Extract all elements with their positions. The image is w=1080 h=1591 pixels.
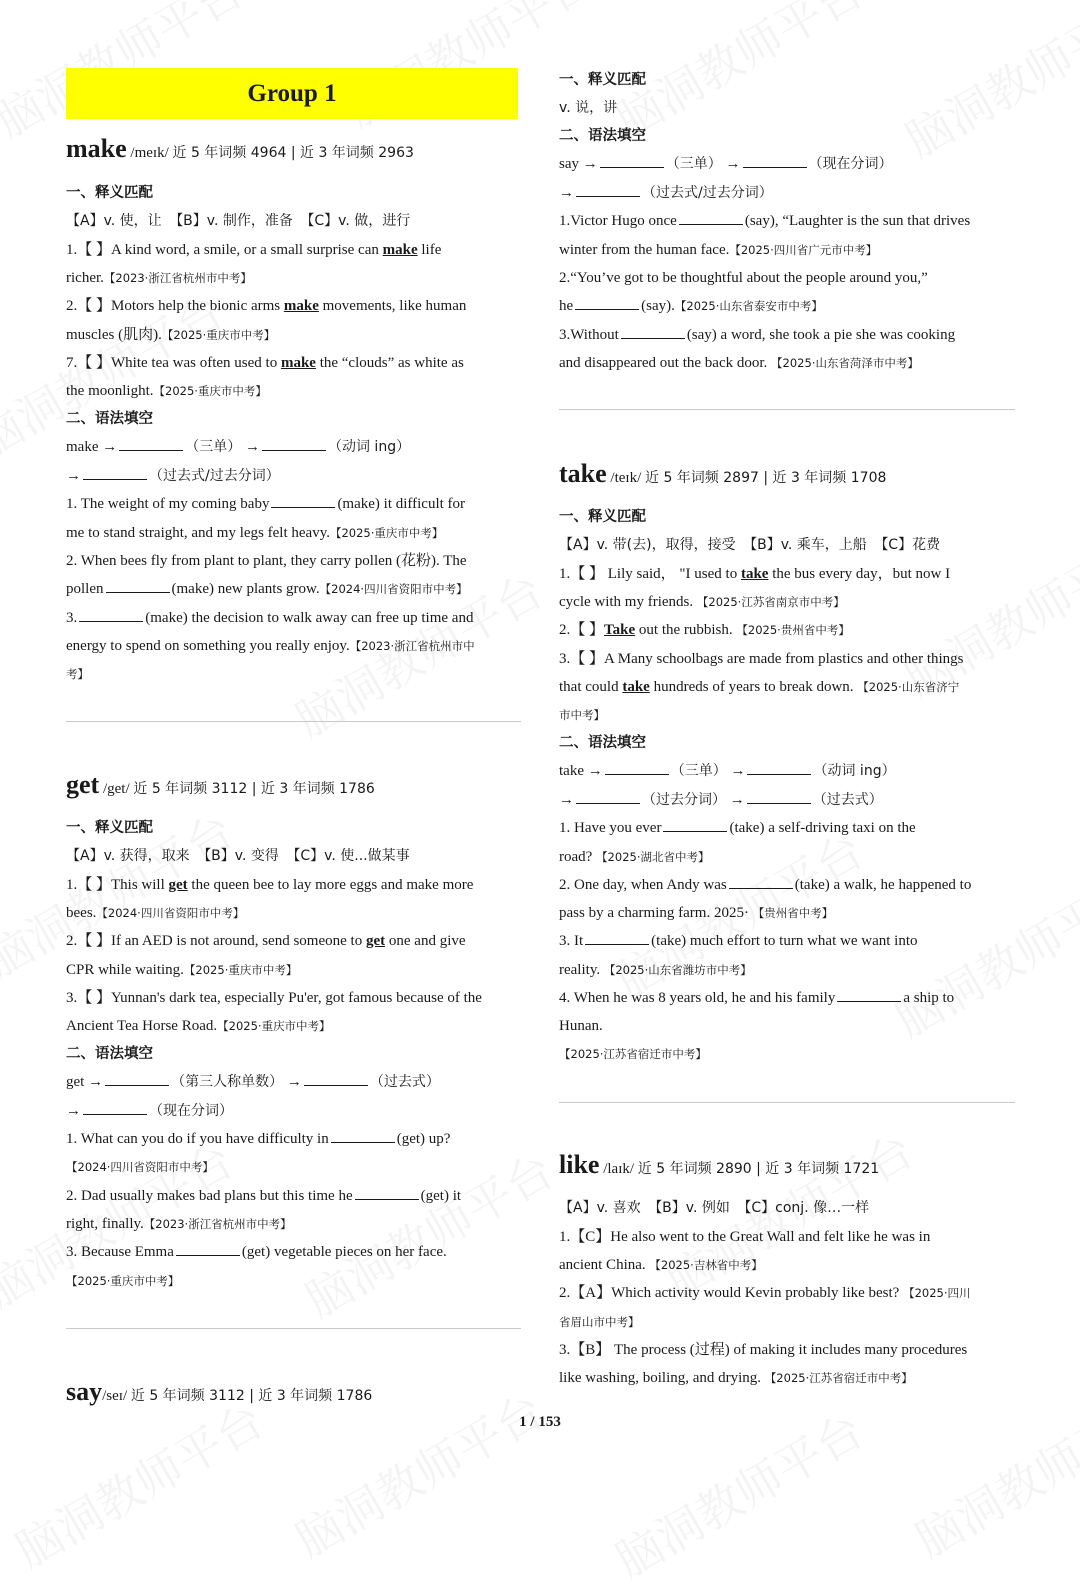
phonetic: /meɪk/	[130, 145, 169, 161]
meaning-options	[66, 212, 410, 230]
fill-question	[559, 819, 916, 837]
blank	[271, 495, 335, 508]
question-text: 3. It	[559, 933, 584, 949]
question-text: ancient China.	[559, 1257, 646, 1273]
keyword: take	[740, 566, 769, 582]
blank	[83, 1102, 147, 1115]
form-label: （三单）	[665, 156, 722, 172]
section-heading: 一、释义匹配	[559, 509, 646, 525]
question-text: reality.	[559, 962, 601, 978]
form-label: （三单）	[670, 763, 727, 779]
source-tag: 【2025·江苏省宿迁市中考】	[559, 1047, 707, 1061]
fill-question	[66, 609, 473, 627]
question-text: richer.	[66, 270, 104, 286]
source-tag: 【2025·四川省广元市中考】	[729, 243, 878, 257]
form-label: （过去式）	[812, 792, 883, 808]
question-text: the bus every day，but now I	[772, 566, 951, 582]
arrow: →	[66, 1103, 81, 1119]
option-a: 【A】v. 使，让	[66, 213, 162, 229]
keyword: get	[365, 933, 386, 949]
fill-question	[559, 212, 970, 230]
blank	[176, 1243, 240, 1256]
source-tag: 【2024·四川省资阳市中考】	[319, 582, 468, 596]
option-b: 【B】v. 变得	[197, 848, 279, 864]
question-text: like washing, boiling, and drying.	[559, 1370, 762, 1386]
question-text: (say) a word, she took a pie she was cooking	[686, 327, 956, 343]
section-heading: 二、语法填空	[559, 735, 646, 751]
blank	[355, 1187, 419, 1200]
headword: like	[559, 1150, 600, 1179]
question-text: 2.【 】	[559, 622, 605, 638]
question-text: (take) a walk, he happened to	[794, 877, 972, 893]
question-cont	[66, 269, 252, 287]
blank	[79, 609, 143, 622]
question: 3.【 】Yunnan's dark tea, especially Pu'er, got famous because of the	[66, 990, 482, 1006]
question-text: the queen bee to lay more eggs and make more	[191, 877, 474, 893]
question-text: 1.【 】A kind word, a smile, or a small surprise can	[66, 242, 379, 258]
fill-question-cont	[559, 848, 709, 866]
question	[559, 565, 950, 583]
blank	[729, 876, 793, 889]
fill-question-cont	[559, 354, 919, 372]
source-tag: 【2025·重庆市中考】	[329, 526, 444, 540]
grammar-forms	[66, 1073, 440, 1091]
question-text: (say).	[641, 298, 675, 314]
word-header-get	[66, 770, 375, 799]
source-tag: 【2025·四川	[903, 1286, 971, 1300]
section-heading: 二、语法填空	[66, 1046, 153, 1062]
grammar-forms	[66, 1102, 233, 1120]
question-text: muscles (肌肉).	[66, 327, 162, 343]
source-tag: 考】	[66, 667, 89, 681]
question-text: (get) up?	[396, 1131, 451, 1147]
fill-question	[66, 1187, 461, 1205]
question-text: (say), “Laughter is the sun that drives	[744, 213, 971, 229]
source-tag: 【2025·重庆市中考】	[66, 1274, 180, 1288]
question	[66, 354, 464, 372]
question-text: energy to spend on something you really enjoy.	[66, 638, 350, 654]
blank	[837, 989, 901, 1002]
blank	[585, 932, 649, 945]
question-text: 2. One day, when Andy was	[559, 877, 727, 893]
headword: take	[559, 459, 607, 488]
option-a: 【A】v. 带(去)，取得，接受	[559, 537, 736, 553]
divider	[559, 409, 1015, 410]
question-text: the “clouds” as white as	[319, 355, 464, 371]
question: 3.【 】A Many schoolbags are made from plastics and other things	[559, 651, 964, 667]
divider	[66, 1328, 521, 1329]
base-form: make →	[66, 439, 118, 455]
base-form: take →	[559, 763, 603, 779]
fill-question-cont	[559, 904, 833, 922]
frequency: 近 5 年词频 2897 | 近 3 年词频 1708	[645, 470, 887, 486]
meaning-options	[66, 847, 410, 865]
question-text: a ship to	[903, 990, 955, 1006]
question-text: that could	[559, 679, 619, 695]
blank	[600, 155, 664, 168]
blank	[663, 819, 727, 832]
section-heading: 二、语法填空	[66, 411, 153, 427]
source-tag: 【2025·山东省菏泽市中考】	[771, 356, 919, 370]
source-tag: 【2025·江苏省南京市中考】	[696, 595, 845, 609]
source-tag: 省眉山市中考】	[559, 1315, 640, 1329]
base-form: get →	[66, 1074, 104, 1090]
meaning-options	[559, 536, 940, 554]
question-text: cycle with my friends.	[559, 594, 694, 610]
fill-question-cont	[559, 297, 823, 315]
blank	[575, 297, 639, 310]
question-text: he	[559, 298, 574, 314]
question	[66, 241, 441, 259]
question-text: 2. Dad usually makes bad plans but this time he	[66, 1188, 353, 1204]
section-heading: 一、释义匹配	[66, 820, 153, 836]
section-heading: 一、释义匹配	[66, 185, 153, 201]
question-text: CPR while waiting.	[66, 962, 184, 978]
arrow: →	[559, 792, 574, 808]
form-label: （第三人称单数）	[171, 1074, 284, 1090]
group-title: Group 1	[66, 68, 518, 119]
meaning: v. 说，讲	[559, 100, 618, 116]
blank	[621, 326, 685, 339]
blank	[331, 1130, 395, 1143]
headword: make	[66, 134, 127, 163]
headword: say	[66, 1377, 103, 1406]
question-cont	[66, 1017, 331, 1035]
question-text: 1.Victor Hugo once	[559, 213, 677, 229]
watermark	[292, 1135, 564, 1330]
question-text: 1. What can you do if you have difficulty in	[66, 1131, 329, 1147]
source-tag: 【2025·重庆市中考】	[153, 384, 267, 398]
question-text: out the rubbish.	[638, 622, 733, 638]
question-text: 1.【 】 Lily said， "I used to	[559, 566, 738, 582]
grammar-forms	[66, 438, 410, 456]
question-cont	[66, 961, 297, 979]
blank	[605, 762, 669, 775]
source-tag: 【2025·重庆市中考】	[183, 963, 298, 977]
question-cont	[66, 382, 267, 400]
question-text: one and give	[388, 933, 466, 949]
question-cont	[559, 593, 845, 611]
arrow: →	[559, 185, 574, 201]
question-text: 3.	[66, 610, 78, 626]
word-header-like	[559, 1150, 880, 1179]
fill-question-cont	[66, 524, 443, 542]
word-header-say	[66, 1377, 373, 1406]
question-text: 7.【 】White tea was often used to	[66, 355, 278, 371]
question-text: and disappeared out the back door.	[559, 355, 768, 371]
option-c: 【C】v. 做，进行	[300, 213, 411, 229]
form-label: （动词 ing）	[813, 763, 896, 779]
question-text: (make) the decision to walk away can free up time and	[145, 610, 474, 626]
fill-question-cont	[66, 637, 475, 655]
form-label: （过去式/过去分词）	[149, 468, 280, 484]
divider	[66, 721, 521, 722]
question-text: 2.【 】If an AED is not around, send someone to	[66, 933, 363, 949]
question-text: pass by a charming farm. 2025·	[559, 905, 749, 921]
question-text: Ancient Tea Horse Road.	[66, 1018, 218, 1034]
fill-question	[559, 932, 917, 950]
source-tag: 【2024·四川省资阳市中考】	[96, 906, 245, 920]
blank	[576, 184, 640, 197]
phonetic: /get/	[102, 781, 130, 797]
question-text: bees.	[66, 905, 97, 921]
phonetic: /seɪ/	[102, 1388, 128, 1404]
keyword: get	[168, 877, 188, 893]
option-c: 【C】v. 使...做某事	[286, 848, 410, 864]
fill-question-cont	[559, 241, 877, 259]
watermark	[892, 0, 1080, 171]
question-text: life	[421, 242, 442, 258]
question-text: winter from the human face.	[559, 242, 730, 258]
source-tag: 【2023·浙江省杭州市中	[349, 639, 475, 653]
question-cont	[66, 904, 244, 922]
arrow: →	[244, 439, 260, 455]
headword: get	[66, 770, 100, 799]
section-heading: 一、释义匹配	[559, 72, 646, 88]
blank	[679, 212, 743, 225]
question-text: right, finally.	[66, 1216, 144, 1232]
question-cont	[559, 1369, 913, 1387]
keyword: take	[622, 679, 650, 695]
question-text: (get) it	[420, 1188, 462, 1204]
form-label: （三单）	[185, 439, 242, 455]
source-tag: 【2024·四川省资阳市中考】	[66, 1160, 214, 1174]
source-tag: 【2023·浙江省杭州市中考】	[143, 1217, 292, 1231]
fill-question-cont: Hunan.	[559, 1018, 603, 1034]
blank	[106, 580, 170, 593]
option-c: 【C】花费	[874, 537, 941, 553]
keyword: Take	[604, 622, 636, 638]
option-a: 【A】v. 获得，取来	[66, 848, 190, 864]
question-text: 3. Because Emma	[66, 1244, 174, 1260]
grammar-forms	[559, 184, 773, 202]
source-tag: 【2025·重庆市中考】	[217, 1019, 331, 1033]
keyword: make	[283, 298, 319, 314]
question-text: 1. The weight of my coming baby	[66, 496, 270, 512]
section-heading: 二、语法填空	[559, 128, 646, 144]
question-text: (make) it difficult for	[337, 496, 466, 512]
question-text: (get) vegetable pieces on her face.	[241, 1244, 447, 1260]
source-tag: 【2025·山东省济宁	[857, 680, 960, 694]
blank	[743, 155, 807, 168]
question-text: the moonlight.	[66, 383, 154, 399]
divider	[559, 1102, 1015, 1103]
option-b: 【B】v. 乘车，上船	[743, 537, 867, 553]
blank	[262, 438, 326, 451]
question	[559, 621, 850, 639]
frequency: 近 5 年词频 2890 | 近 3 年词频 1721	[637, 1161, 880, 1177]
option-a: 【A】v. 喜欢	[559, 1200, 641, 1216]
blank	[576, 791, 640, 804]
source-tag: 市中考】	[559, 708, 605, 722]
source-tag: 【2025·湖北省中考】	[596, 850, 710, 864]
question-text: pollen	[66, 581, 104, 597]
fill-question	[559, 876, 971, 894]
option-b: 【B】v. 例如	[648, 1200, 730, 1216]
grammar-forms	[559, 791, 883, 809]
fill-question-cont	[559, 961, 752, 979]
question-text: (take) much effort to turn what we want into	[651, 933, 918, 949]
fill-question: 2. When bees fly from plant to plant, they carry pollen (花粉). The	[66, 553, 467, 569]
source-tag: 【2023·浙江省杭州市中考】	[103, 271, 252, 285]
arrow: →	[730, 763, 746, 779]
question-text: road?	[559, 849, 593, 865]
form-label: （现在分词）	[808, 156, 893, 172]
fill-question: 2.“You’ve got to be thoughtful about the people around you,”	[559, 270, 928, 286]
fill-question-cont	[66, 580, 468, 598]
frequency: 近 5 年词频 4964 | 近 3 年词频 2963	[172, 145, 414, 161]
question	[559, 1284, 971, 1302]
fill-question	[559, 989, 954, 1007]
question	[66, 297, 466, 315]
question-text: (make) new plants grow.	[171, 581, 320, 597]
question-cont	[559, 678, 959, 696]
frequency: 近 5 年词频 3112 | 近 3 年词频 1786	[133, 781, 375, 797]
grammar-forms	[559, 155, 893, 173]
page-number: 1 / 153	[519, 1414, 561, 1430]
question-text: movements, like human	[322, 298, 467, 314]
form-label: （现在分词）	[149, 1103, 233, 1119]
form-label: （过去式）	[369, 1074, 440, 1090]
source-tag: 【贵州省中考】	[752, 906, 834, 920]
question-cont	[66, 326, 275, 344]
source-tag: 【2025·吉林省中考】	[649, 1258, 763, 1272]
fill-question-cont	[66, 1215, 292, 1233]
question	[66, 876, 473, 894]
fill-question	[66, 1243, 447, 1261]
phonetic: /laɪk/	[603, 1161, 635, 1177]
form-label: （动词 ing）	[327, 439, 411, 455]
question-text: 1.【 】This will	[66, 877, 165, 893]
word-header-take	[559, 459, 887, 488]
blank	[304, 1073, 368, 1086]
arrow: →	[66, 468, 81, 484]
blank	[105, 1073, 169, 1086]
watermark	[902, 1375, 1080, 1570]
question-text: 1. Have you ever	[559, 820, 662, 836]
option-b: 【B】v. 制作，准备	[169, 213, 293, 229]
blank	[119, 438, 183, 451]
arrow: →	[729, 792, 745, 808]
question-text: hundreds of years to break down.	[653, 679, 854, 695]
grammar-forms	[66, 467, 280, 485]
fill-question	[66, 1130, 450, 1148]
question-text: me to stand straight, and my legs felt heavy.	[66, 525, 330, 541]
question-text: (take) a self-driving taxi on the	[729, 820, 916, 836]
question-text: 2.【A】Which activity would Kevin probably like best?	[559, 1285, 900, 1301]
source-tag: 【2025·山东省泰安市中考】	[674, 299, 823, 313]
keyword: make	[280, 355, 316, 371]
meaning-options	[559, 1199, 869, 1217]
keyword: make	[382, 242, 418, 258]
form-label: （过去分词）	[642, 792, 726, 808]
question-text: 4. When he was 8 years old, he and his family	[559, 990, 836, 1006]
phonetic: /teɪk/	[610, 470, 642, 486]
arrow: →	[286, 1074, 302, 1090]
option-c: 【C】conj. 像…一样	[737, 1200, 870, 1216]
fill-question	[559, 326, 955, 344]
source-tag: 【2025·江苏省宿迁市中考】	[764, 1371, 913, 1385]
blank	[83, 467, 147, 480]
source-tag: 【2025·贵州省中考】	[736, 623, 850, 637]
blank	[747, 791, 811, 804]
blank	[747, 762, 811, 775]
fill-question	[66, 495, 465, 513]
arrow: →	[725, 156, 741, 172]
form-label: （过去式/过去分词）	[642, 185, 773, 201]
word-header-make	[66, 134, 414, 163]
question: 3.【B】 The process (过程) of making it includes many procedures	[559, 1342, 968, 1358]
source-tag: 【2025·山东省潍坊市中考】	[603, 963, 752, 977]
question: 1.【C】He also went to the Great Wall and felt like he was in	[559, 1229, 931, 1245]
source-tag: 【2025·重庆市中考】	[161, 328, 276, 342]
question-text: 3.Without	[559, 327, 619, 343]
question-text: 2.【 】Motors help the bionic arms	[66, 298, 281, 314]
question-cont	[559, 1256, 763, 1274]
question	[66, 932, 466, 950]
grammar-forms	[559, 762, 896, 780]
base-form: say →	[559, 156, 598, 172]
frequency: 近 5 年词频 3112 | 近 3 年词频 1786	[130, 1388, 373, 1404]
